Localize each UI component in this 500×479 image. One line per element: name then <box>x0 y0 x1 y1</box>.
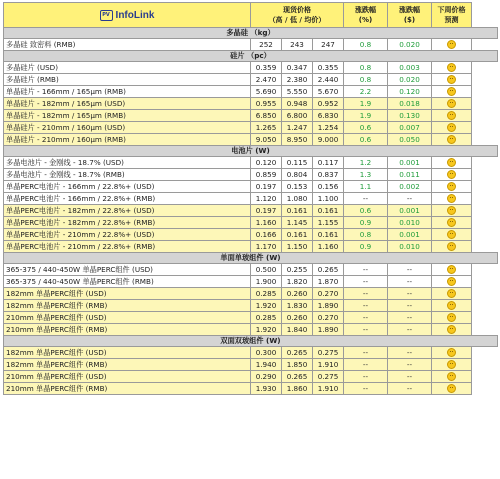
change-pct: 0.8 <box>344 229 388 241</box>
row-label: 210mm 单晶PERC组件 (RMB) <box>4 383 251 395</box>
change-pct: 0.9 <box>344 241 388 253</box>
row-label: 单晶硅片 - 210mm / 160μm (RMB) <box>4 134 251 146</box>
change-usd: 0.120 <box>388 86 432 98</box>
smiley-icon <box>447 325 456 334</box>
forecast-cell <box>432 383 472 395</box>
price-table-body <box>4 3 498 395</box>
table-row <box>4 122 498 134</box>
change-pct: -- <box>344 347 388 359</box>
section-title: 电池片 (W) <box>4 146 498 157</box>
change-usd: 0.003 <box>388 62 432 74</box>
price-high: 9.050 <box>251 134 282 146</box>
change-pct: 0.6 <box>344 122 388 134</box>
row-label: 单晶PERC电池片 - 182mm / 22.8%+ (USD) <box>4 205 251 217</box>
table-row <box>4 312 498 324</box>
forecast-cell <box>432 110 472 122</box>
table-row <box>4 276 498 288</box>
forecast-cell <box>432 122 472 134</box>
smiley-icon <box>447 230 456 239</box>
smiley-icon <box>447 123 456 132</box>
row-label: 210mm 单晶PERC组件 (USD) <box>4 371 251 383</box>
smiley-icon <box>447 111 456 120</box>
forecast-cell <box>432 347 472 359</box>
price-high: 0.500 <box>251 264 282 276</box>
price-avg: 1.890 <box>313 300 344 312</box>
change-usd: 0.020 <box>388 74 432 86</box>
table-row <box>4 205 498 217</box>
price-high: 6.850 <box>251 110 282 122</box>
change-pct: -- <box>344 312 388 324</box>
change-pct: -- <box>344 371 388 383</box>
price-avg: 247 <box>313 39 344 51</box>
price-low: 1.850 <box>282 359 313 371</box>
table-row <box>4 288 498 300</box>
price-avg: 2.440 <box>313 74 344 86</box>
row-label: 365-375 / 440-450W 单晶PERC组件 (USD) <box>4 264 251 276</box>
change-usd: 0.001 <box>388 229 432 241</box>
row-label: 单晶PERC电池片 - 182mm / 22.8%+ (RMB) <box>4 217 251 229</box>
forecast-cell <box>432 62 472 74</box>
row-label: 单晶硅片 - 182mm / 165μm (RMB) <box>4 110 251 122</box>
price-high: 1.265 <box>251 122 282 134</box>
row-label: 单晶硅片 - 166mm / 165μm (RMB) <box>4 86 251 98</box>
change-usd: -- <box>388 288 432 300</box>
row-label: 210mm 单晶PERC组件 (RMB) <box>4 324 251 336</box>
smiley-icon <box>447 194 456 203</box>
change-usd: -- <box>388 300 432 312</box>
change-pct: 1.3 <box>344 169 388 181</box>
price-avg: 1.160 <box>313 241 344 253</box>
change-pct: -- <box>344 359 388 371</box>
change-pct: -- <box>344 383 388 395</box>
table-row <box>4 359 498 371</box>
forecast-cell <box>432 241 472 253</box>
chg-pct-title: 涨跌幅 <box>355 6 376 14</box>
price-avg: 0.952 <box>313 98 344 110</box>
price-avg: 0.156 <box>313 181 344 193</box>
smiley-icon <box>447 265 456 274</box>
price-high: 0.359 <box>251 62 282 74</box>
change-pct: 0.8 <box>344 62 388 74</box>
forecast-cell <box>432 169 472 181</box>
change-usd: 0.010 <box>388 241 432 253</box>
forecast-cell <box>432 74 472 86</box>
price-low: 5.550 <box>282 86 313 98</box>
price-high: 0.955 <box>251 98 282 110</box>
price-low: 0.948 <box>282 98 313 110</box>
change-usd: 0.018 <box>388 98 432 110</box>
price-avg: 0.355 <box>313 62 344 74</box>
price-avg: 0.270 <box>313 312 344 324</box>
smiley-icon <box>447 206 456 215</box>
table-row <box>4 134 498 146</box>
forecast-cell <box>432 39 472 51</box>
price-low: 0.347 <box>282 62 313 74</box>
change-pct: 1.1 <box>344 181 388 193</box>
price-high: 1.170 <box>251 241 282 253</box>
change-usd: -- <box>388 359 432 371</box>
forecast-cell <box>432 193 472 205</box>
table-row <box>4 264 498 276</box>
price-avg: 1.155 <box>313 217 344 229</box>
price-low: 0.265 <box>282 371 313 383</box>
smiley-icon <box>447 372 456 381</box>
table-row <box>4 371 498 383</box>
change-usd: -- <box>388 383 432 395</box>
table-row <box>4 324 498 336</box>
price-avg: 9.000 <box>313 134 344 146</box>
forecast-title: 下周价格 <box>437 6 466 14</box>
logo <box>4 3 251 28</box>
smiley-icon <box>447 99 456 108</box>
table-row <box>4 62 498 74</box>
smiley-icon <box>447 313 456 322</box>
smiley-icon <box>447 384 456 393</box>
price-high: 1.120 <box>251 193 282 205</box>
table-row <box>4 193 498 205</box>
price-header <box>251 3 344 28</box>
price-low: 0.115 <box>282 157 313 169</box>
table-row <box>4 157 498 169</box>
chg-usd-title: 涨跌幅 <box>399 6 420 14</box>
change-usd: 0.020 <box>388 39 432 51</box>
smiley-icon <box>447 158 456 167</box>
table-row <box>4 217 498 229</box>
change-usd: -- <box>388 324 432 336</box>
change-pct: -- <box>344 276 388 288</box>
section-header <box>4 253 498 264</box>
price-avg: 1.254 <box>313 122 344 134</box>
price-low: 0.265 <box>282 347 313 359</box>
change-usd: 0.002 <box>388 181 432 193</box>
price-avg: 0.265 <box>313 264 344 276</box>
price-high: 1.930 <box>251 383 282 395</box>
price-high: 1.160 <box>251 217 282 229</box>
change-usd: 0.050 <box>388 134 432 146</box>
row-label: 多晶电池片 - 金刚线 - 18.7% (RMB) <box>4 169 251 181</box>
change-pct: 1.2 <box>344 157 388 169</box>
price-avg: 5.670 <box>313 86 344 98</box>
change-pct: -- <box>344 324 388 336</box>
price-low: 243 <box>282 39 313 51</box>
smiley-icon <box>447 289 456 298</box>
forecast-cell <box>432 229 472 241</box>
change-pct: 0.6 <box>344 205 388 217</box>
table-row <box>4 347 498 359</box>
smiley-icon <box>447 75 456 84</box>
row-label: 单晶PERC电池片 - 166mm / 22.8%+ (RMB) <box>4 193 251 205</box>
price-low: 0.255 <box>282 264 313 276</box>
table-row <box>4 229 498 241</box>
change-pct: -- <box>344 193 388 205</box>
change-pct: 0.6 <box>344 134 388 146</box>
price-high: 0.290 <box>251 371 282 383</box>
price-low: 1.247 <box>282 122 313 134</box>
price-low: 0.260 <box>282 312 313 324</box>
row-label: 单晶PERC电池片 - 210mm / 22.8%+ (USD) <box>4 229 251 241</box>
forecast-cell <box>432 86 472 98</box>
header-row <box>4 3 498 28</box>
price-low: 2.380 <box>282 74 313 86</box>
forecast-cell <box>432 312 472 324</box>
price-high: 1.920 <box>251 300 282 312</box>
section-header <box>4 146 498 157</box>
row-label: 多晶电池片 - 金刚线 - 18.7% (USD) <box>4 157 251 169</box>
chg-usd-header <box>388 3 432 28</box>
price-avg: 0.837 <box>313 169 344 181</box>
price-avg: 0.161 <box>313 229 344 241</box>
chg-pct-unit: (%) <box>358 16 373 24</box>
row-label: 多晶硅 致密料 (RMB) <box>4 39 251 51</box>
smiley-icon <box>447 182 456 191</box>
change-pct: 0.8 <box>344 39 388 51</box>
change-pct: -- <box>344 264 388 276</box>
smiley-icon <box>447 218 456 227</box>
price-low: 6.800 <box>282 110 313 122</box>
price-avg: 6.830 <box>313 110 344 122</box>
row-label: 多晶硅片 (RMB) <box>4 74 251 86</box>
change-pct: -- <box>344 288 388 300</box>
table-row <box>4 110 498 122</box>
table-row <box>4 98 498 110</box>
price-low: 0.804 <box>282 169 313 181</box>
change-usd: 0.011 <box>388 169 432 181</box>
section-title: 硅片 （pc） <box>4 51 498 62</box>
price-high: 5.690 <box>251 86 282 98</box>
smiley-icon <box>447 348 456 357</box>
section-title: 双面双玻组件 (W) <box>4 336 498 347</box>
forecast-cell <box>432 371 472 383</box>
price-high: 1.940 <box>251 359 282 371</box>
forecast-cell <box>432 98 472 110</box>
row-label: 多晶硅片 (USD) <box>4 62 251 74</box>
smiley-icon <box>447 87 456 96</box>
forecast-sub: 预测 <box>444 16 459 24</box>
price-low: 8.950 <box>282 134 313 146</box>
change-pct: 1.9 <box>344 110 388 122</box>
price-low: 1.820 <box>282 276 313 288</box>
table-row <box>4 169 498 181</box>
change-pct: 0.8 <box>344 74 388 86</box>
logo-text: InfoLink <box>115 9 155 21</box>
price-low: 1.830 <box>282 300 313 312</box>
section-title: 单面单玻组件 (W) <box>4 253 498 264</box>
chg-pct-header <box>344 3 388 28</box>
change-usd: 0.130 <box>388 110 432 122</box>
row-label: 单晶PERC电池片 - 166mm / 22.8%+ (USD) <box>4 181 251 193</box>
price-high: 0.120 <box>251 157 282 169</box>
smiley-icon <box>447 301 456 310</box>
price-low: 1.860 <box>282 383 313 395</box>
price-table <box>3 2 498 395</box>
price-high: 0.197 <box>251 181 282 193</box>
forecast-cell <box>432 276 472 288</box>
price-low: 1.145 <box>282 217 313 229</box>
price-high: 1.900 <box>251 276 282 288</box>
forecast-cell <box>432 300 472 312</box>
change-usd: -- <box>388 312 432 324</box>
forecast-cell <box>432 324 472 336</box>
price-avg: 1.910 <box>313 383 344 395</box>
table-row <box>4 300 498 312</box>
table-row <box>4 181 498 193</box>
price-low: 0.161 <box>282 205 313 217</box>
change-usd: -- <box>388 347 432 359</box>
section-header <box>4 28 498 39</box>
price-low: 0.153 <box>282 181 313 193</box>
smiley-icon <box>447 242 456 251</box>
table-row <box>4 74 498 86</box>
change-usd: -- <box>388 193 432 205</box>
change-usd: -- <box>388 264 432 276</box>
price-low: 1.080 <box>282 193 313 205</box>
forecast-cell <box>432 288 472 300</box>
smiley-icon <box>447 63 456 72</box>
row-label: 182mm 单晶PERC组件 (RMB) <box>4 359 251 371</box>
price-header-title: 现货价格 <box>283 6 311 14</box>
change-pct: 0.9 <box>344 217 388 229</box>
price-low: 0.161 <box>282 229 313 241</box>
price-avg: 1.100 <box>313 193 344 205</box>
forecast-cell <box>432 181 472 193</box>
price-avg: 0.275 <box>313 371 344 383</box>
price-low: 1.150 <box>282 241 313 253</box>
chg-usd-unit: ($) <box>403 16 416 24</box>
smiley-icon <box>447 277 456 286</box>
forecast-cell <box>432 359 472 371</box>
row-label: 182mm 单晶PERC组件 (USD) <box>4 288 251 300</box>
price-high: 0.285 <box>251 288 282 300</box>
price-avg: 0.275 <box>313 347 344 359</box>
change-usd: 0.007 <box>388 122 432 134</box>
price-high: 252 <box>251 39 282 51</box>
smiley-icon <box>447 40 456 49</box>
section-title: 多晶硅 （kg） <box>4 28 498 39</box>
table-row <box>4 383 498 395</box>
section-header <box>4 51 498 62</box>
price-avg: 0.161 <box>313 205 344 217</box>
row-label: 182mm 单晶PERC组件 (USD) <box>4 347 251 359</box>
table-row <box>4 39 498 51</box>
row-label: 单晶硅片 - 210mm / 160μm (USD) <box>4 122 251 134</box>
row-label: 单晶PERC电池片 - 210mm / 22.8%+ (RMB) <box>4 241 251 253</box>
section-header <box>4 336 498 347</box>
pv-logo-icon: PV <box>100 10 113 21</box>
change-usd: 0.010 <box>388 217 432 229</box>
row-label: 365-375 / 440-450W 单晶PERC组件 (RMB) <box>4 276 251 288</box>
price-high: 0.166 <box>251 229 282 241</box>
forecast-cell <box>432 217 472 229</box>
change-pct: 2.2 <box>344 86 388 98</box>
forecast-cell <box>432 264 472 276</box>
price-high: 0.859 <box>251 169 282 181</box>
price-low: 0.260 <box>282 288 313 300</box>
price-high: 0.197 <box>251 205 282 217</box>
change-usd: -- <box>388 371 432 383</box>
price-high: 1.920 <box>251 324 282 336</box>
change-usd: 0.001 <box>388 205 432 217</box>
change-usd: 0.001 <box>388 157 432 169</box>
price-avg: 1.910 <box>313 359 344 371</box>
row-label: 单晶硅片 - 182mm / 165μm (USD) <box>4 98 251 110</box>
table-row <box>4 241 498 253</box>
price-high: 0.300 <box>251 347 282 359</box>
smiley-icon <box>447 360 456 369</box>
row-label: 182mm 单晶PERC组件 (RMB) <box>4 300 251 312</box>
price-avg: 0.117 <box>313 157 344 169</box>
table-row <box>4 86 498 98</box>
forecast-cell <box>432 157 472 169</box>
price-avg: 1.870 <box>313 276 344 288</box>
price-avg: 1.890 <box>313 324 344 336</box>
forecast-header <box>432 3 472 28</box>
price-low: 1.840 <box>282 324 313 336</box>
price-high: 2.470 <box>251 74 282 86</box>
smiley-icon <box>447 170 456 179</box>
smiley-icon <box>447 135 456 144</box>
forecast-cell <box>432 205 472 217</box>
change-pct: 1.9 <box>344 98 388 110</box>
price-avg: 0.270 <box>313 288 344 300</box>
price-high: 0.285 <box>251 312 282 324</box>
change-usd: -- <box>388 276 432 288</box>
price-header-sub: （高 / 低 / 均价） <box>268 16 326 24</box>
row-label: 210mm 单晶PERC组件 (USD) <box>4 312 251 324</box>
change-pct: -- <box>344 300 388 312</box>
forecast-cell <box>432 134 472 146</box>
